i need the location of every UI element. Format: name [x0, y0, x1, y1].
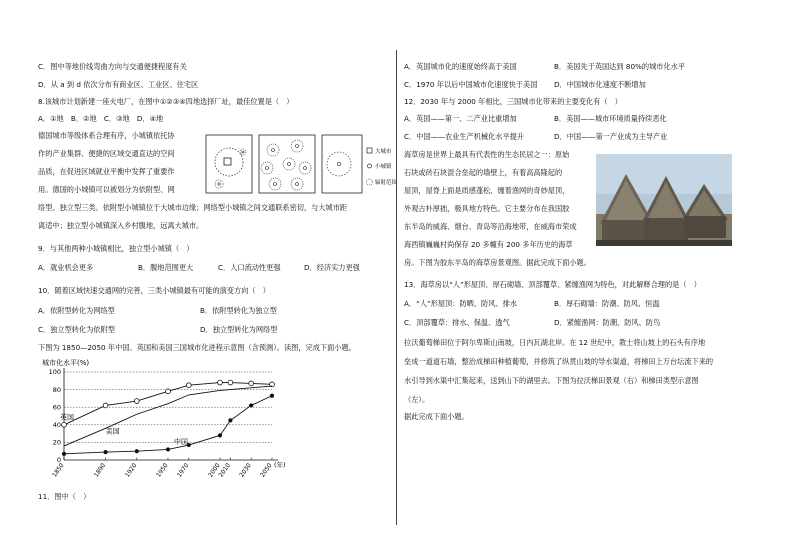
q10-option-a: A．依附型转化为网络型: [38, 306, 115, 315]
y-tick-label: 80: [52, 385, 61, 394]
q13-option-a: A．“人”形屋顶：防晒、防风、排水: [404, 299, 517, 308]
q12-option-b: B．美国——城市环境质量持续恶化: [554, 114, 667, 123]
q13-option-b: B．厚石砌墙：防潮、防风、恒温: [554, 299, 660, 308]
q11-option-b: B．美国先于英国达到 80%的城市化水平: [554, 62, 686, 71]
passage-line: 海西镇巍巍村尚保存 20 多幢有 200 多年历史的海草: [404, 240, 573, 249]
question-9: 9．与其他两种小城镇相比，独立型小城镇（ ）: [38, 244, 194, 253]
y-tick-label: 100: [48, 368, 61, 377]
x-tick-label: 1920: [123, 462, 139, 479]
data-point: [166, 447, 170, 451]
question-10: 10．随着区域快速交通网的完善，三类小城镇最有可能的演变方向（ ）: [38, 286, 270, 295]
passage-line: 作的产业集群、便捷的区域交通直达的空间: [38, 149, 175, 158]
passage-line: 房。下图为胶东半岛的海草房景观图。据此完成下面小题。: [404, 258, 591, 267]
series-label: 美国: [105, 427, 120, 436]
data-point: [228, 418, 232, 422]
closing-instruction: 据此完成下面小题。: [404, 412, 469, 421]
series-label: 中国: [174, 438, 188, 447]
y-tick-label: 0: [56, 456, 61, 465]
x-tick-label: 1950: [155, 462, 170, 479]
data-point: [249, 403, 253, 407]
q12-option-c: C．中国——农业生产机械化水平提升: [404, 132, 525, 141]
question-11: 11．图中（ ）: [38, 492, 91, 501]
x-tick-label: 2010: [217, 462, 233, 479]
y-tick-label: 40: [52, 421, 61, 429]
data-point: [134, 399, 139, 404]
data-point: [249, 381, 254, 386]
passage-line: 石块或砖石块混合垒起的墙壁上，有着高高隆起的: [404, 168, 563, 177]
q12-option-a: A．英国——第一、二产业比重增加: [404, 114, 517, 123]
passage-line: 屋顶，屋脊上面是质感蓬松、缠着渔网的奇妙屋顶，: [404, 186, 570, 195]
data-point: [218, 433, 222, 437]
seaweed-house-photo: [596, 154, 732, 246]
q11-option-a: A．英国城市化的速度始终高于美国: [404, 62, 517, 71]
option-d-prev: D．从 a 到 d 依次分布有商业区、工业区、住宅区: [38, 80, 199, 89]
data-point: [228, 380, 233, 385]
x-tick-label: 1890: [92, 462, 108, 479]
q12-option-d: D．中国——第一产业成为主导产业: [554, 132, 668, 141]
q10-option-d: D．独立型转化为网络型: [200, 325, 278, 334]
q10-option-c: C．独立型转化为依附型: [38, 325, 115, 334]
data-point: [135, 449, 139, 453]
passage-line: 德国城市等级体系合理有序，小城镇依托协: [38, 131, 175, 140]
q11-option-c: C．1970 年以后中国城市化速度快于美国: [404, 80, 538, 89]
data-point: [166, 389, 171, 394]
passage-line: 外观古朴厚拙，极具地方特色。它主要分布在我国胶: [404, 204, 570, 213]
x-axis-label: (年): [274, 461, 286, 469]
data-point: [62, 452, 66, 456]
data-point: [218, 380, 223, 385]
town-types-diagram: [205, 134, 398, 196]
question-13: 13．海草房以“人”形屋顶、厚石砌墙、顶部覆草、紧缠渔网为特色，对此解释合理的是（ ）: [404, 280, 701, 289]
passage-line: 海草房是世界上最具有代表性的生态民居之一：原始: [404, 150, 570, 159]
x-tick-label: 2050: [259, 462, 274, 479]
data-point: [186, 383, 191, 388]
passage-line: 垒成一道道石墙，整治成梯田种植葡萄，并修筑了纵贯山坡的导水渠道，将梯田上万台坛流下来的: [404, 357, 714, 366]
urbanization-chart: [40, 356, 300, 479]
legend-range: 辐射范围: [375, 180, 398, 186]
series-line-1: [64, 386, 272, 446]
question-8: 8.该城市计划新建一座火电厂，在图中①②③④四地选择厂址，最佳位置是（ ）: [38, 97, 294, 106]
q9-option-a: A．就业机会更多: [38, 263, 94, 272]
passage-line: 离适中；独立型小城镇深入乡村腹地，远离大城市。: [38, 221, 204, 230]
x-tick-label: 1850: [51, 462, 66, 479]
y-tick-label: 20: [52, 438, 61, 447]
passage-line: 拉沃葡萄梯田位于阿尔卑斯山南坡，日内瓦湖北岸。在 12 世纪中，教士将山坡上的石头有序地: [404, 338, 706, 347]
data-point: [103, 403, 108, 408]
passage-line: 用。德国的小城镇可以被划分为依附型、网: [38, 185, 175, 194]
x-tick-label: 1970: [175, 462, 191, 479]
series-label: 英国: [60, 413, 74, 422]
passage-line: 络型、独立型三类。依附型小城镇位于大城市边缘；网络型小城镇之间交通联系密切，与大城市距: [38, 203, 348, 212]
passage-line: 东半岛的威海、烟台、青岛等沿海地带，在威海市荣成: [404, 222, 577, 231]
q9-option-d: D．经济实力更强: [304, 263, 360, 272]
x-tick-label: 2000: [207, 462, 222, 479]
q11-option-d: D．中国城市化速度不断增加: [554, 80, 646, 89]
q9-option-c: C．人口流动性更强: [218, 263, 281, 272]
data-point: [270, 394, 274, 398]
data-point: [104, 450, 108, 454]
legend-small-town: 小城镇: [375, 164, 392, 170]
q13-option-d: D．紧缠渔网：防潮、防风、防鸟: [554, 318, 661, 327]
passage-line: 品质，在促进区域就业平衡中发挥了重要作: [38, 167, 175, 176]
question-12: 12．2030 年与 2000 年相比，三国城市化带来的主要变化有（ ）: [404, 97, 622, 106]
q10-option-b: B．依附型转化为独立型: [200, 306, 277, 315]
option-c-prev: C．图中等地价线弯曲方向与交通便捷程度有关: [38, 62, 187, 71]
y-tick-label: 60: [52, 403, 61, 412]
x-tick-label: 2030: [238, 462, 253, 479]
question-8-options: A．①地 B．②地 C．③地 D．④地: [38, 114, 164, 123]
legend-big-city: 大城市: [375, 149, 392, 155]
passage-line: 水引导到水渠中汇集起来，送到山下的湖里去。下图为拉沃梯田景观（右）和梯田类型示意图: [404, 376, 699, 385]
passage-line: （左）。: [404, 395, 430, 404]
q9-option-b: B．腹地范围更大: [138, 263, 194, 272]
chart-intro: 下图为 1850—2050 年中国、英国和美国三国城市化进程示意图（含预测）。读图，完成下面小题。: [38, 343, 356, 352]
column-divider: [396, 50, 397, 525]
y-axis-label: 城市化水平(%): [42, 359, 90, 367]
q13-option-c: C．顶部覆草：排水、保温、透气: [404, 318, 510, 327]
data-point: [62, 422, 67, 427]
